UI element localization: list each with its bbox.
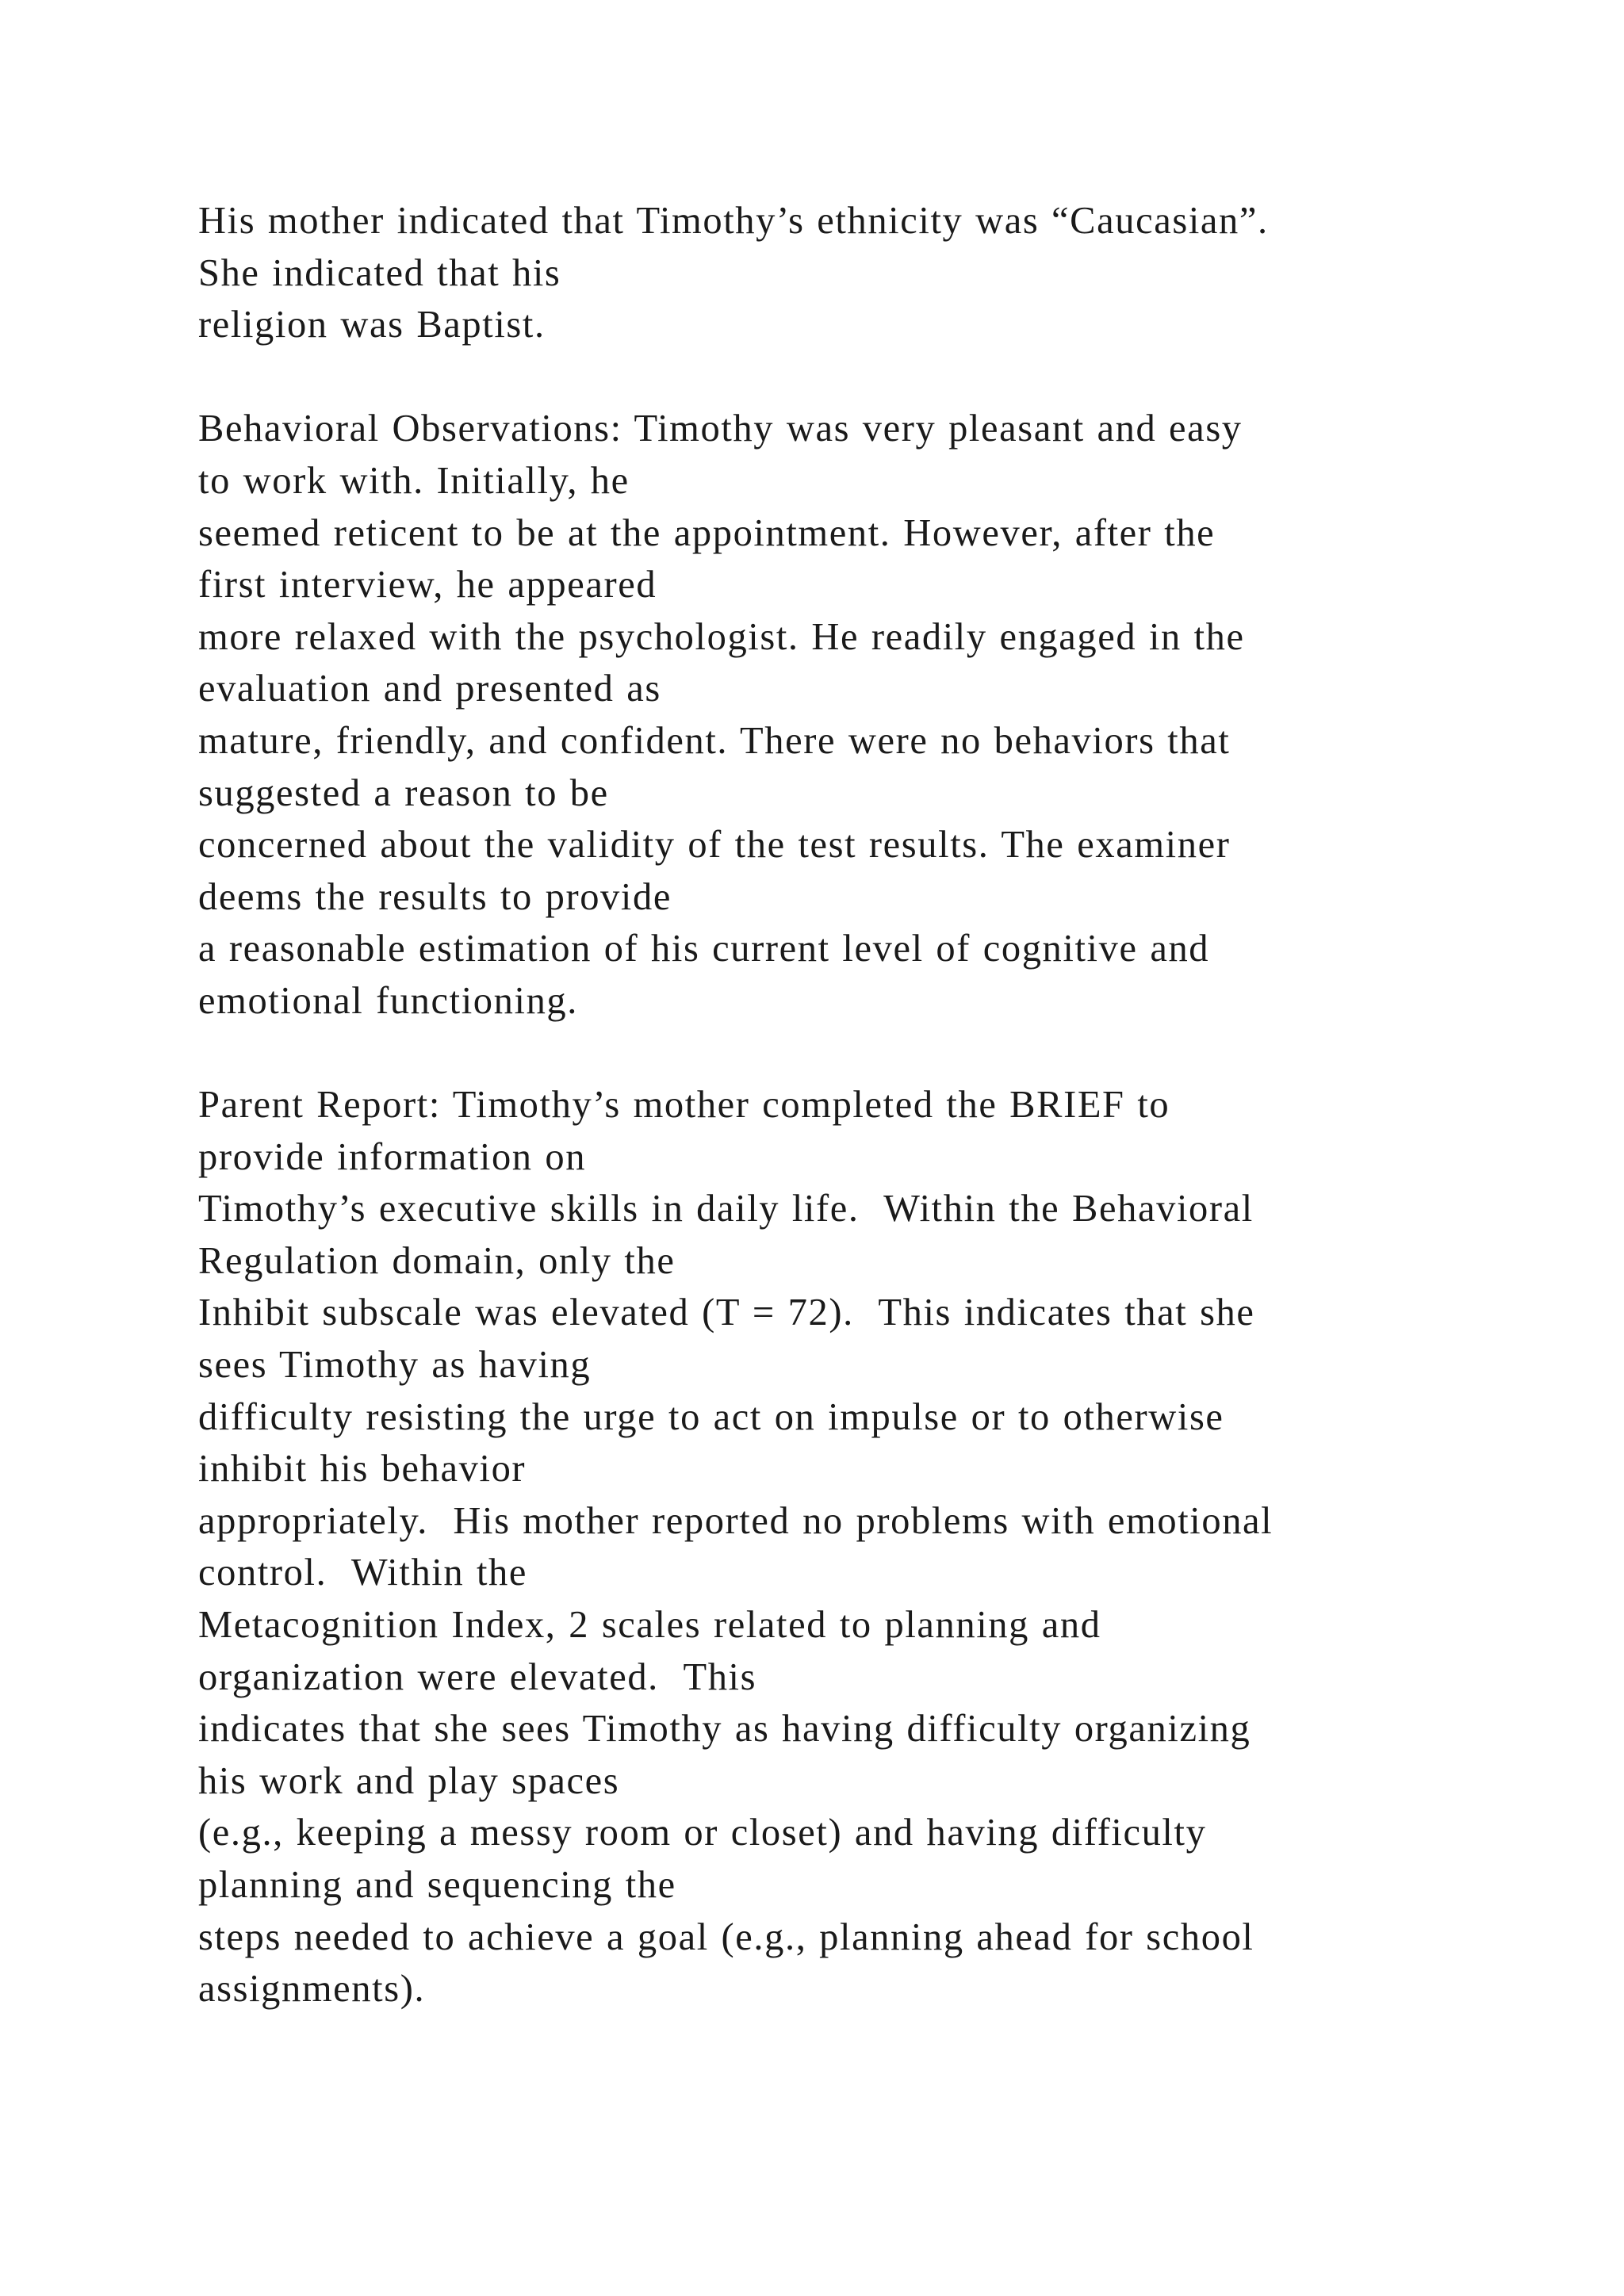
text-line: his work and play spaces: [198, 1759, 620, 1802]
text-line: steps needed to achieve a goal (e.g., planning ahead for school: [198, 1915, 1254, 1958]
text-line: more relaxed with the psychologist. He readily engaged in the: [198, 615, 1245, 658]
text-line: mature, friendly, and confident. There were no behaviors that: [198, 719, 1231, 762]
paragraph-parent-report: [198, 1079, 1546, 2015]
text-line: control. Within the: [198, 1552, 528, 1594]
paragraph-behavioral-observations: [198, 403, 1546, 1027]
text-line: emotional functioning.: [198, 979, 579, 1022]
text-line: Behavioral Observations: Timothy was very pleasant and easy: [198, 408, 1243, 450]
text-line: Metacognition Index, 2 scales related to planning and: [198, 1604, 1101, 1647]
text-line: Regulation domain, only the: [198, 1239, 676, 1282]
text-line: His mother indicated that Timothy’s ethnicity was “Caucasian”.: [198, 200, 1269, 242]
text-line: (e.g., keeping a messy room or closet) and having difficulty: [198, 1812, 1207, 1854]
text-line: assignments).: [198, 1968, 426, 2011]
text-line: planning and sequencing the: [198, 1864, 676, 1906]
text-line: inhibit his behavior: [198, 1448, 527, 1490]
text-line: evaluation and presented as: [198, 668, 661, 710]
document-body: [198, 195, 1546, 2067]
text-line: She indicated that his: [198, 251, 561, 294]
text-line: sees Timothy as having: [198, 1344, 592, 1387]
text-line: appropriately. His mother reported no problems with emotional: [198, 1499, 1274, 1542]
paragraph-ethnicity-religion: [198, 195, 1546, 351]
text-line: suggested a reason to be: [198, 771, 609, 814]
text-line: indicates that she sees Timothy as having difficulty organizing: [198, 1708, 1251, 1751]
text-line: Inhibit subscale was elevated (T = 72). This indicates that she: [198, 1292, 1255, 1334]
text-line: organization were elevated. This: [198, 1655, 757, 1698]
text-line: deems the results to provide: [198, 875, 672, 918]
text-line: to work with. Initially, he: [198, 459, 630, 502]
text-line: Parent Report: Timothy’s mother completed the BRIEF to: [198, 1084, 1170, 1127]
text-line: first interview, he appeared: [198, 564, 657, 607]
text-line: difficulty resisting the urge to act on impulse or to otherwise: [198, 1395, 1224, 1438]
text-line: provide information on: [198, 1135, 587, 1178]
text-line: seemed reticent to be at the appointment. However, after the: [198, 511, 1216, 554]
text-line: a reasonable estimation of his current level of cognitive and: [198, 928, 1210, 970]
text-line: concerned about the validity of the test results. The examiner: [198, 824, 1231, 867]
text-line: Timothy’s executive skills in daily life. Within the Behavioral: [198, 1188, 1254, 1230]
text-line: religion was Baptist.: [198, 304, 546, 346]
